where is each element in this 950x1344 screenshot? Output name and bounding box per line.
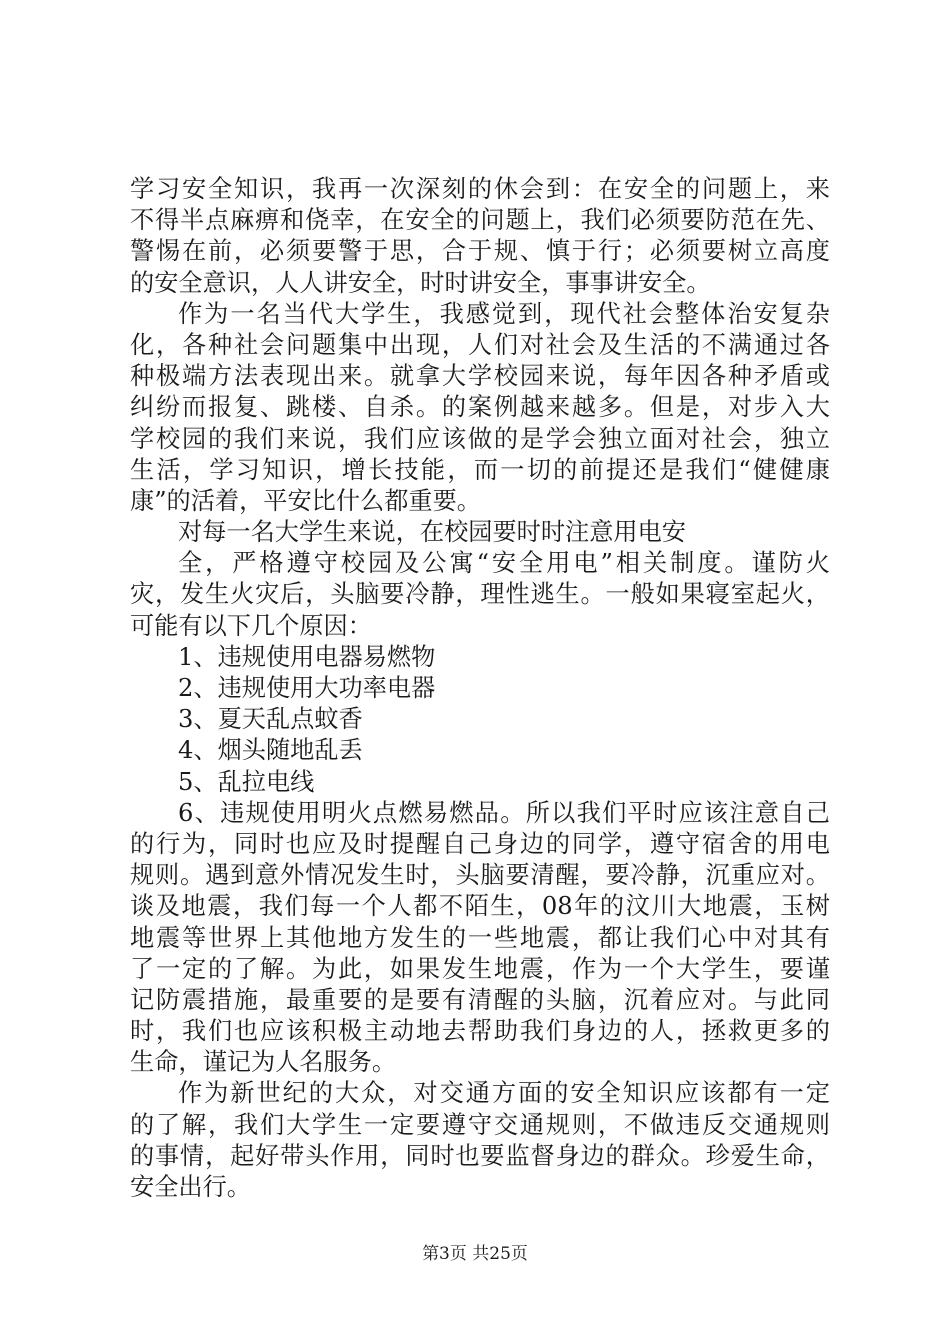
text-line: 安全出行。 bbox=[130, 1173, 251, 1201]
text-line: 纠纷而报复、跳楼、自杀。的案例越来越多。但是，对步入大 bbox=[130, 393, 830, 422]
text-line: 的事情，起好带头作用，同时也要监督身边的群众。珍爱生命， bbox=[130, 1141, 830, 1170]
text-line: 全，严格遵守校园及公寓“安全用电”相关制度。谨防火 bbox=[178, 549, 830, 578]
text-line: 灾，发生火灾后，头脑要冷静，理性逃生。一般如果寝室起火， bbox=[130, 580, 830, 609]
text-line: 的行为，同时也应及时提醒自己身边的同学，遵守宿舍的用电 bbox=[130, 829, 830, 858]
text-line: 了一定的了解。为此，如果发生地震，作为一个大学生，要谨 bbox=[130, 954, 830, 983]
list-item: 4、烟头随地乱丢 bbox=[178, 736, 363, 765]
text-line: 规则。遇到意外情况发生时，头脑要清醒，要冷静，沉重应对。 bbox=[130, 861, 830, 890]
text-line: 警惕在前，必须要警于思，合于规、慎于行；必须要树立高度 bbox=[130, 237, 830, 266]
text-line: 化，各种社会问题集中出现，人们对社会及生活的不满通过各 bbox=[130, 330, 830, 359]
text-line: 谈及地震，我们每一个人都不陌生，08年的汶川大地震，玉树 bbox=[130, 892, 830, 921]
text-line: 学校园的我们来说，我们应该做的是学会独立面对社会，独立 bbox=[130, 424, 830, 453]
list-item: 3、夏天乱点蚊香 bbox=[178, 705, 363, 734]
text-line: 的了解，我们大学生一定要遵守交通规则，不做违反交通规则 bbox=[130, 1110, 830, 1139]
text-line: 时，我们也应该积极主动地去帮助我们身边的人，拯救更多的 bbox=[130, 1017, 830, 1046]
list-item: 1、违规使用电器易燃物 bbox=[178, 642, 436, 671]
text-line: 生命，谨记为人名服务。 bbox=[130, 1048, 397, 1077]
text-line: 学习安全知识，我再一次深刻的休会到：在安全的问题上，来 bbox=[130, 175, 830, 203]
text-line: 作为一名当代大学生，我感觉到，现代社会整体治安复杂 bbox=[178, 299, 830, 328]
text-line: 可能有以下几个原因： bbox=[130, 611, 372, 640]
text-line: 生活，学习知识，增长技能，而一切的前提还是我们“健健康 bbox=[130, 455, 830, 484]
text-line: 记防震措施，最重要的是要有清醒的头脑，沉着应对。与此同 bbox=[130, 985, 830, 1014]
text-line: 不得半点麻痹和侥幸，在安全的问题上，我们必须要防范在先、 bbox=[130, 206, 830, 235]
text-line: 作为新世纪的大众，对交通方面的安全知识应该都有一定 bbox=[178, 1079, 830, 1108]
text-line: 对每一名大学生来说，在校园要时时注意用电安 bbox=[178, 518, 686, 547]
text-line: 康”的活着，平安比什么都重要。 bbox=[130, 486, 481, 515]
document-body bbox=[130, 174, 830, 1203]
list-item: 6、违规使用明火点燃易燃品。所以我们平时应该注意自己 bbox=[178, 798, 830, 827]
text-line: 地震等世界上其他地方发生的一些地震，都让我们心中对其有 bbox=[130, 923, 830, 952]
text-line: 的安全意识，人人讲安全，时时讲安全，事事讲安全。 bbox=[130, 268, 711, 297]
list-item: 5、乱拉电线 bbox=[178, 767, 315, 796]
text-line: 种极端方法表现出来。就拿大学校园来说，每年因各种矛盾或 bbox=[130, 362, 830, 391]
list-item: 2、违规使用大功率电器 bbox=[178, 674, 436, 702]
page-number: 第3页 共25页 bbox=[422, 1244, 528, 1264]
